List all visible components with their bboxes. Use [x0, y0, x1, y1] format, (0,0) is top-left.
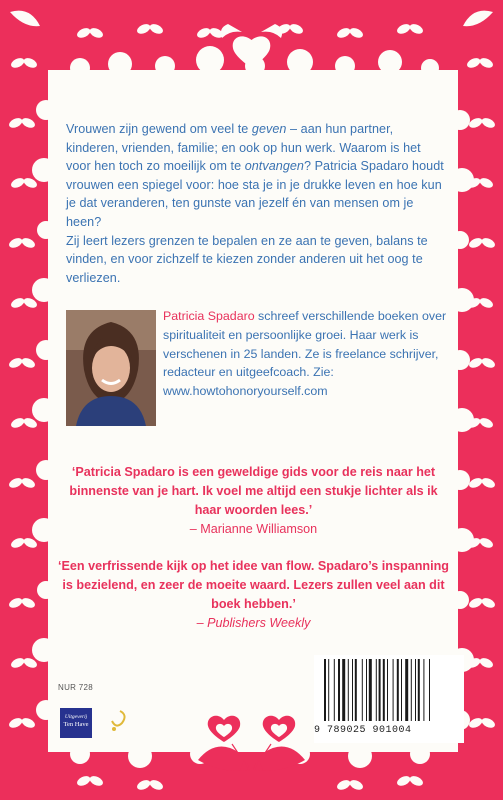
review-quote-1 — [56, 463, 451, 539]
author-name: Patricia Spadaro — [163, 309, 255, 323]
author-bio-text: schreef verschillende boeken over spiritualiteit en persoonlijke groei. Haar werk is verschenen in 25 landen. Ze is freelance schrijver, redacteur en uitgeefcoach. Zie: www.howtohonoryourself.com — [163, 309, 447, 399]
intro-paragraph-1 — [66, 120, 444, 232]
top-heart-ornament — [221, 24, 282, 68]
intro-paragraph-2: Zij leert lezers grenzen te bepalen en ze aan te geven, balans te vinden, en voor zichzelf te kiezen zonder anderen uit het oog te verliezen. — [66, 233, 428, 285]
author-photo — [66, 310, 156, 426]
author-portrait-image — [66, 310, 156, 426]
intro-p1-emphasis-geven: geven — [251, 122, 287, 136]
review-quote-2-attribution: – Publishers Weekly — [196, 616, 311, 630]
intro-p1-emphasis-ontvangen: ontvangen — [244, 159, 304, 174]
barcode-bars — [314, 655, 464, 725]
nur-code: NUR 728 — [58, 683, 94, 692]
barcode-digits: 9 789025 901004 — [314, 725, 412, 736]
publisher-logo — [60, 708, 92, 738]
intro-p1-part-b: – aan hun partner, kinderen, vrienden, familie; en ook op hun werk. Waarom is het voor hen toch zo moeilijk om te — [66, 122, 421, 174]
review-quote-1-text: ‘Patricia Spadaro is een geweldige gids voor de reis naar het binnenste van je hart. Ik voel me altijd een stukje lichter als ik haar woorden lees.’ — [69, 465, 438, 517]
intro-p1-part-c: ? Patricia Spadaro houdt vrouwen een spiegel voor: hoe sta je in je drukke leven en hoe kun je dat veranderen, ten gunste van jezelf én van mensen om je heen? — [66, 159, 444, 229]
intro-p1-part-a: Vrouwen zijn gewend om veel te — [66, 122, 252, 136]
review-quote-1-attribution: – Marianne Williamson — [189, 522, 318, 536]
author-bio — [163, 307, 455, 401]
review-quote-2-text: ‘Een verfrissende kijk op het idee van flow. Spadaro’s inspanning is bezielend, en zeer de moeite waard. Lezers zullen veel aan dit boek hebben.’ — [58, 559, 449, 611]
review-quote-2 — [56, 557, 451, 633]
swirl-logo-icon — [108, 705, 132, 735]
intro-text — [66, 120, 444, 287]
publisher-logo-line-1: Uitgeverij — [64, 714, 88, 720]
publisher-logo-line-2: Ten Have — [63, 721, 89, 728]
